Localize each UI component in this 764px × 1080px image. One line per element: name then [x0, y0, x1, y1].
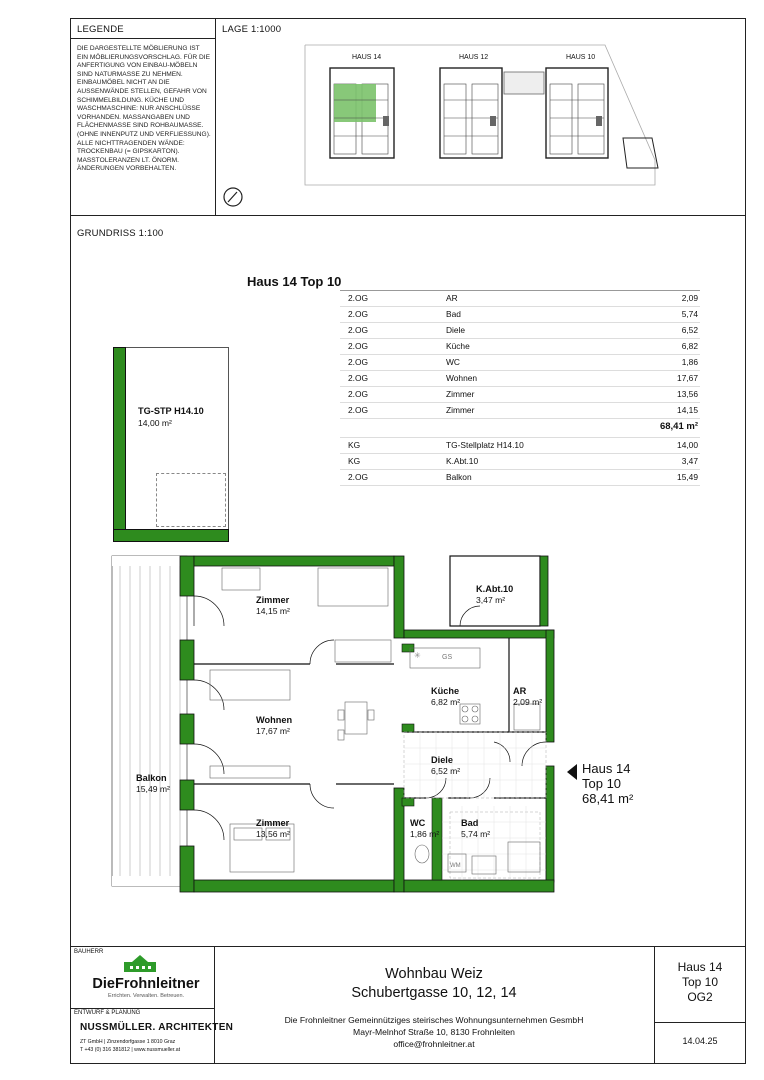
table-cell-floor: KG	[348, 456, 361, 466]
table-cell-area: 6,52	[681, 325, 698, 335]
table-cell-floor: 2.OG	[348, 357, 369, 367]
table-row	[340, 338, 700, 355]
svg-text:✳: ✳	[414, 651, 421, 660]
table-row	[340, 306, 700, 323]
footer-left-split	[70, 1008, 214, 1009]
building-haus-10	[546, 68, 608, 158]
table-cell-area: 3,47	[681, 456, 698, 466]
table-cell-floor: 2.OG	[348, 341, 369, 351]
unit-box-line2: Top 10	[681, 975, 719, 989]
room-zimmer-2-area: 13,56 m²	[256, 829, 290, 839]
site-plan	[300, 40, 670, 190]
table-cell-room: K.Abt.10	[446, 456, 479, 466]
parking-wall-left	[113, 347, 126, 542]
site-label-haus-12: HAUS 12	[459, 54, 489, 61]
room-zimmer-1-name: Zimmer	[256, 595, 290, 605]
wm-label: WM	[450, 863, 461, 869]
room-kueche-name: Küche	[431, 686, 460, 696]
table-row	[340, 469, 700, 486]
parking-space	[113, 347, 229, 542]
architect-name: NUSSMÜLLER. ARCHITEKTEN	[80, 1022, 234, 1033]
table-cell-floor: 2.OG	[348, 293, 369, 303]
marker-line3: 68,41 m²	[582, 791, 634, 806]
client-logo: DieFrohnleitner	[92, 976, 200, 992]
legend-heading-rule	[70, 38, 215, 39]
legend-divider	[215, 18, 216, 215]
entry-marker	[582, 761, 633, 806]
site-label-haus-10: HAUS 10	[566, 54, 596, 61]
table-cell-floor: 2.OG	[348, 472, 369, 482]
table-cell-floor: 2.OG	[348, 373, 369, 383]
table-total: 68,41 m²	[659, 421, 698, 432]
unit-box	[654, 960, 746, 1005]
room-kabt-area: 3,47 m²	[476, 595, 506, 605]
room-wohnen-name: Wohnen	[256, 715, 293, 725]
table-cell-area: 5,74	[681, 309, 698, 319]
room-diele-area: 6,52 m²	[431, 766, 461, 776]
room-bad-area: 5,74 m²	[461, 829, 491, 839]
table-row	[340, 370, 700, 387]
table-cell-area: 1,86	[681, 357, 698, 367]
parking-wall-bottom	[113, 529, 229, 542]
table-cell-room: Diele	[446, 325, 466, 335]
marker-line2: Top 10	[582, 776, 622, 791]
room-kabt-name: K.Abt.10	[476, 584, 514, 594]
table-cell-room: Balkon	[446, 472, 472, 482]
architect-line1: ZT GmbH | Zinzendorfgasse 1 8010 Graz	[80, 1039, 176, 1045]
plan-heading: GRUNDRISS 1:100	[77, 228, 164, 239]
room-zimmer-1-area: 14,15 m²	[256, 606, 290, 616]
footer-right-split	[654, 1022, 746, 1023]
table-cell-room: Bad	[446, 309, 461, 319]
client-label: BAUHERR	[74, 949, 104, 955]
company-address: Mayr-Melnhof Straße 10, 8130 Frohnleiten	[353, 1027, 515, 1037]
room-kueche-area: 6,82 m²	[431, 697, 461, 707]
company-name: Die Frohnleitner Gemeinnütziges steirisches Wohnungsunternehmen GesmbH	[284, 1015, 584, 1025]
unit-title: Haus 14 Top 10	[247, 274, 342, 289]
room-balkon-name: Balkon	[136, 773, 167, 783]
table-cell-room: WC	[446, 357, 460, 367]
table-row	[340, 354, 700, 371]
table-cell-room: TG-Stellplatz H14.10	[446, 440, 524, 450]
site-heading: LAGE 1:1000	[222, 24, 282, 35]
project-line1: Wohnbau Weiz	[385, 966, 483, 982]
unit-box-line1: Haus 14	[677, 960, 723, 974]
parking-name: TG-STP H14.10	[138, 406, 204, 416]
architect-line2: T +43 (0) 316 381812 | www.nussmueller.at	[80, 1047, 181, 1053]
table-cell-room: Wohnen	[446, 373, 478, 383]
building-haus-14	[330, 68, 394, 158]
table-row	[340, 402, 700, 419]
table-row	[340, 437, 700, 454]
room-ar-name: AR	[513, 686, 527, 696]
plan-date: 14.04.25	[682, 1036, 718, 1046]
table-cell-area: 13,56	[677, 389, 698, 399]
table-cell-floor: 2.OG	[348, 405, 369, 415]
room-wc-area: 1,86 m²	[410, 829, 440, 839]
table-row	[340, 322, 700, 339]
table-cell-area: 15,49	[677, 472, 698, 482]
table-cell-area: 14,15	[677, 405, 698, 415]
marker-line1: Haus 14	[582, 761, 631, 776]
legend-text: DIE DARGESTELLTE MÖBLIERUNG IST EIN MÖBLIERUNGSVORSCHLAG. FÜR DIE ANFERTIGUNG VON EINBAU-MÖBELN SIND NATURMASSE ZU NEHMEN. EINBAUMÖBEL NICHT AN DIE AUSSENWÄNDE STELLEN, GEFAHR VON SCHIMMELBILDUNG. KÜCHE UND WASCHMASCHINE: NUR ANSCHLÜSSE VORHANDEN. MASSANGABEN UND FLÄCHENMASSE SIND ROHBAUMASSE. (OHNE INNENPUTZ UND VERFLIESSUNG). ALLE NICHTTRAGENDEN WÄNDE: TROCKENBAU (= GIPSKARTON). MASSTOLERANZEN LT. ÖNORM. ÄNDERUNGEN VORBEHALTEN.	[77, 45, 211, 173]
table-cell-area: 14,00	[677, 440, 698, 450]
table-cell-area: 6,82	[681, 341, 698, 351]
table-row	[340, 290, 700, 307]
client-tagline: Errichten. Verwalten. Betreuen.	[107, 993, 185, 999]
room-wc-name: WC	[410, 818, 426, 828]
legend-heading: LEGENDE	[77, 24, 124, 35]
room-bad-name: Bad	[461, 818, 479, 828]
planner-label: ENTWURF & PLANUNG	[74, 1010, 141, 1016]
table-cell-room: AR	[446, 293, 458, 303]
table-cell-room: Küche	[446, 341, 470, 351]
room-wohnen-area: 17,67 m²	[256, 726, 290, 736]
project-line2: Schubertgasse 10, 12, 14	[351, 985, 517, 1001]
client-logo-icon	[122, 954, 158, 974]
table-cell-floor: 2.OG	[348, 325, 369, 335]
table-cell-floor: KG	[348, 440, 361, 450]
entry-arrow-icon	[566, 763, 578, 781]
parking-dashed-box	[156, 473, 226, 527]
footer-top-rule	[70, 946, 746, 947]
table-row	[340, 453, 700, 470]
building-haus-12	[440, 68, 502, 158]
header-bottom-rule	[70, 215, 746, 216]
table-total-row	[340, 418, 700, 438]
table-cell-floor: 2.OG	[348, 389, 369, 399]
room-ar-area: 2,09 m²	[513, 697, 543, 707]
site-label-haus-14: HAUS 14	[352, 54, 382, 61]
gs-label: GS	[442, 654, 453, 661]
room-zimmer-2-name: Zimmer	[256, 818, 290, 828]
table-cell-floor: 2.OG	[348, 309, 369, 319]
parking-area: 14,00 m²	[138, 418, 172, 428]
table-row	[340, 386, 700, 403]
table-cell-area: 2,09	[681, 293, 698, 303]
north-arrow-icon	[222, 186, 244, 208]
room-diele-name: Diele	[431, 755, 453, 765]
unit-box-line3: OG2	[687, 990, 713, 1004]
company-email: office@frohnleitner.at	[393, 1039, 475, 1049]
table-cell-room: Zimmer	[446, 405, 475, 415]
table-cell-area: 17,67	[677, 373, 698, 383]
table-cell-room: Zimmer	[446, 389, 475, 399]
room-balkon-area: 15,49 m²	[136, 784, 170, 794]
